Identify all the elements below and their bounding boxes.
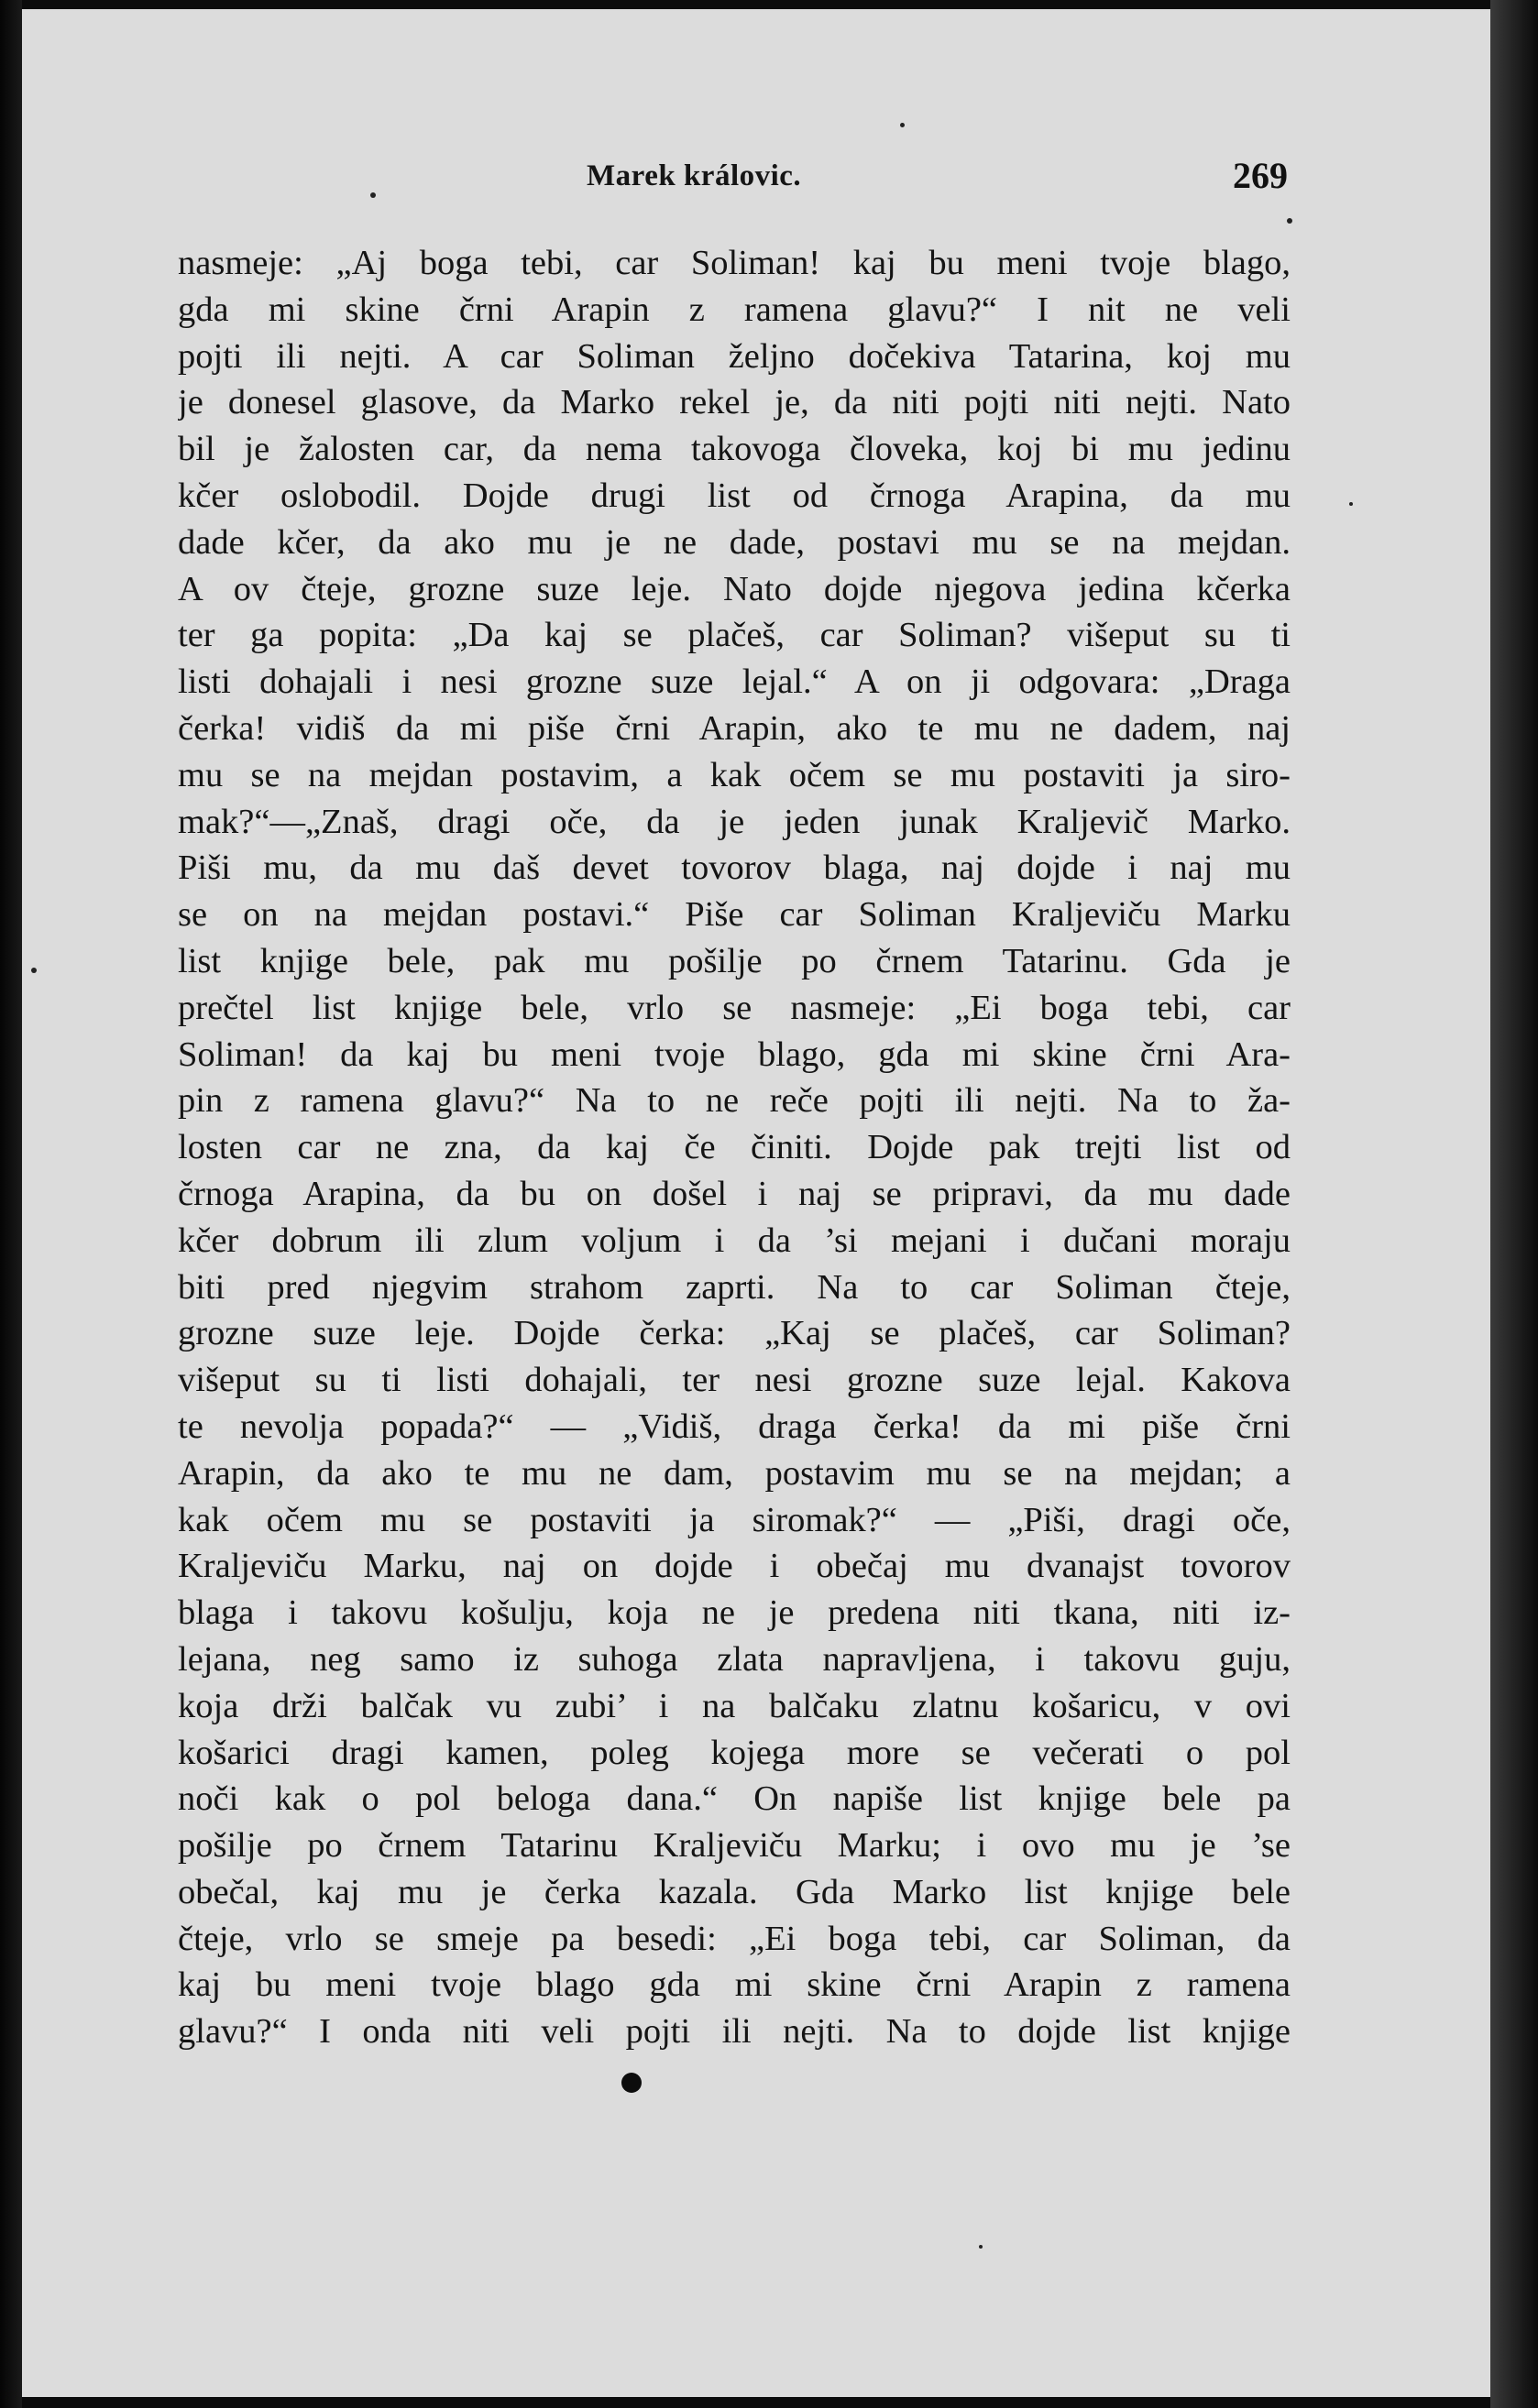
paper-speck xyxy=(900,123,905,127)
paper-speck xyxy=(979,2245,983,2249)
text-line: list knjige bele, pak mu pošilje po črnem Tatarinu. Gda je xyxy=(178,941,1291,980)
text-line: kčer dobrum ili zlum voljum i da ’si mejani i dučani moraju xyxy=(178,1220,1291,1260)
body-text xyxy=(178,240,1291,2055)
text-line: kčer oslobodil. Dojde drugi list od črnoga Arapina, da mu xyxy=(178,476,1291,515)
page-number: 269 xyxy=(1233,155,1288,196)
text-line: grozne suze leje. Dojde čerka: „Kaj se plačeš, car Soliman? xyxy=(178,1314,1291,1353)
text-line: gda mi skine črni Arapin z ramena glavu?“ I nit ne veli xyxy=(178,290,1291,329)
text-line: Soliman! da kaj bu meni tvoje blago, gda mi skine črni Ara- xyxy=(178,1034,1291,1074)
text-line: pošilje po črnem Tatarinu Kraljeviču Marku; i ovo mu je ’se xyxy=(178,1826,1291,1866)
text-line: biti pred njegvim strahom zaprti. Na to car Soliman čteje, xyxy=(178,1267,1291,1307)
text-line: koja drži balčak vu zubi’ i na balčaku zlatnu košaricu, v ovi xyxy=(178,1686,1291,1725)
page-header xyxy=(174,154,1288,200)
running-head: Marek královic. xyxy=(587,159,802,192)
text-line: je donesel glasove, da Marko rekel je, da niti pojti niti nejti. Nato xyxy=(178,383,1291,422)
paper-speck xyxy=(31,968,37,973)
text-line: bil je žalosten car, da nema takovoga človeka, koj bi mu jedinu xyxy=(178,430,1291,469)
text-line: listi dohajali i nesi grozne suze lejal.“ A on ji odgovara: „Draga xyxy=(178,662,1291,702)
text-line: lejana, neg samo iz suhoga zlata napravljena, i takovu guju, xyxy=(178,1639,1291,1679)
text-line: se on na mejdan postavi.“ Piše car Soliman Kraljeviču Marku xyxy=(178,895,1291,935)
text-line: prečtel list knjige bele, vrlo se nasmeje: „Ei boga tebi, car xyxy=(178,988,1291,1027)
text-line: mu se na mejdan postavim, a kak očem se mu postaviti ja siro- xyxy=(178,755,1291,794)
text-line: črnoga Arapina, da bu on došel i naj se pripravi, da mu dade xyxy=(178,1174,1291,1213)
text-line: Arapin, da ako te mu ne dam, postavim mu se na mejdan; a xyxy=(178,1453,1291,1493)
text-line: višeput su ti listi dohajali, ter nesi grozne suze lejal. Kakova xyxy=(178,1361,1291,1400)
text-line: Piši mu, da mu daš devet tovorov blaga, naj dojde i naj mu xyxy=(178,848,1291,888)
text-line: mak?“—„Znaš, dragi oče, da je jeden junak Kraljevič Marko. xyxy=(178,802,1291,841)
ink-dot xyxy=(621,2073,642,2093)
text-line: nasmeje: „Aj boga tebi, car Soliman! kaj bu meni tvoje blago, xyxy=(178,244,1291,282)
text-line: obečal, kaj mu je čerka kazala. Gda Marko list knjige bele xyxy=(178,1872,1291,1911)
text-line: čerka! vidiš da mi piše črni Arapin, ako te mu ne dadem, naj xyxy=(178,708,1291,748)
text-line: noči kak o pol beloga dana.“ On napiše list knjige bele pa xyxy=(178,1779,1291,1819)
text-line: A ov čteje, grozne suze leje. Nato dojde njegova jedina kčerka xyxy=(178,569,1291,608)
scan-gutter-left xyxy=(0,0,22,2408)
paper-speck xyxy=(1287,218,1292,224)
text-line: pin z ramena glavu?“ Na to ne reče pojti ili nejti. Na to ža- xyxy=(178,1081,1291,1121)
scan-gutter-right xyxy=(1490,0,1538,2408)
text-line: glavu?“ I onda niti veli pojti ili nejti. Na to dojde list knjige xyxy=(178,2012,1291,2052)
text-line: košarici dragi kamen, poleg kojega more se večerati o pol xyxy=(178,1733,1291,1772)
text-line: losten car ne zna, da kaj če činiti. Dojde pak trejti list od xyxy=(178,1128,1291,1167)
text-line: ter ga popita: „Da kaj se plačeš, car Soliman? višeput su ti xyxy=(178,616,1291,655)
text-line: kak očem mu se postaviti ja siromak?“ — „Piši, dragi oče, xyxy=(178,1500,1291,1539)
text-line: pojti ili nejti. A car Soliman željno dočekiva Tatarina, koj mu xyxy=(178,336,1291,376)
paper-speck xyxy=(1349,502,1353,506)
text-line: dade kčer, da ako mu je ne dade, postavi mu se na mejdan. xyxy=(178,522,1291,562)
text-line: blaga i takovu košulju, koja ne je predena niti tkana, niti iz- xyxy=(178,1593,1291,1633)
text-line: te nevolja popada?“ — „Vidiš, draga čerka! da mi piše črni xyxy=(178,1406,1291,1446)
text-line: čteje, vrlo se smeje pa besedi: „Ei boga tebi, car Soliman, da xyxy=(178,1919,1291,1958)
text-line: kaj bu meni tvoje blago gda mi skine črni Arapin z ramena xyxy=(178,1965,1291,2005)
text-line: Kraljeviču Marku, naj on dojde i obečaj mu dvanajst tovorov xyxy=(178,1547,1291,1586)
